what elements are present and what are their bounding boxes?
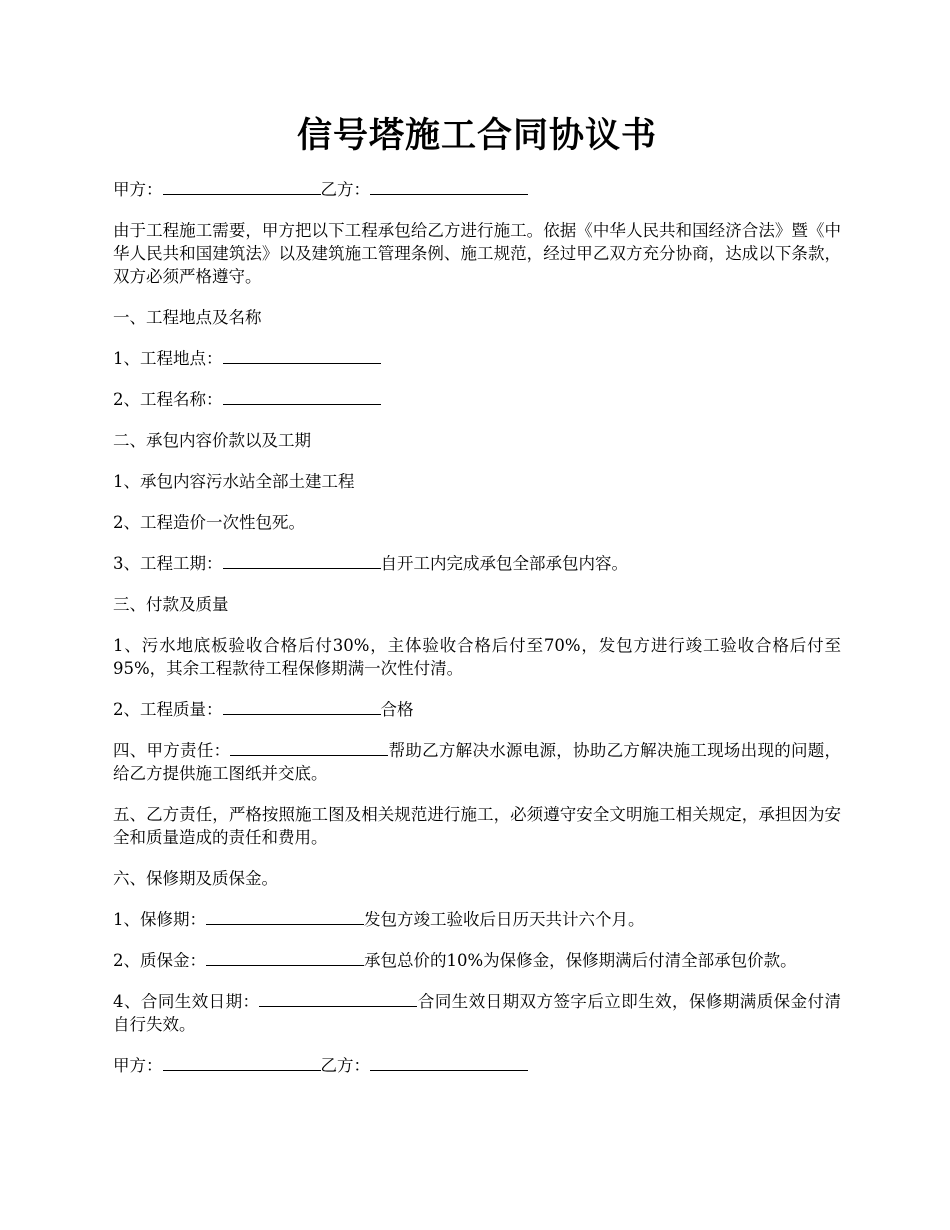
duration-blank [223, 552, 381, 569]
retention-label: 2、质保金： [113, 951, 206, 970]
section-1-item-1 [113, 347, 841, 370]
section-5: 五、乙方责任，严格按照施工图及相关规范进行施工，必须遵守安全文明施工相关规定，承担因为安全和质量造成的责任和费用。 [113, 805, 841, 847]
project-location-blank [223, 347, 381, 364]
project-location-label: 1、工程地点： [113, 349, 223, 368]
section-1-item-2 [113, 388, 841, 411]
section-3-item-2 [113, 698, 841, 721]
party-a-blank [163, 178, 321, 195]
section-6-item-4 [113, 990, 841, 1036]
effective-date-text: 合同生效日期双方签字后立即生效，保修期满质保金付清自行失效。 [113, 992, 841, 1034]
document-title: 信号塔施工合同协议书 [296, 115, 657, 156]
effective-date-blank [259, 990, 417, 1007]
party-a-duty-text: 帮助乙方解决水源电源，协助乙方解决施工现场出现的问题，给乙方提供施工图纸并交底。 [113, 741, 842, 783]
section-3-item-1: 1、污水地底板验收合格后付30%，主体验收合格后付至70%，发包方进行竣工验收合格后付至95%，其余工程款待工程保修期满一次性付清。 [113, 636, 841, 678]
parties-line-top [113, 178, 841, 201]
contract-page [113, 108, 841, 1095]
effective-date-label: 4、合同生效日期： [113, 992, 260, 1011]
section-6-item-2 [113, 949, 841, 972]
party-b-label: 乙方： [320, 180, 370, 199]
section-2-item-3 [113, 552, 841, 575]
retention-blank [206, 949, 364, 966]
section-2-item-1: 1、承包内容污水站全部土建工程 [113, 472, 355, 491]
section-6-heading: 六、保修期及质保金。 [113, 869, 278, 888]
party-a-label: 甲方： [113, 180, 163, 199]
warranty-text: 发包方竣工验收后日历天共计六个月。 [364, 910, 645, 929]
section-4 [113, 739, 841, 785]
section-3-heading: 三、付款及质量 [113, 595, 229, 614]
party-b-signature-label: 乙方： [320, 1056, 370, 1075]
project-name-blank [223, 388, 381, 405]
parties-line-bottom [113, 1054, 841, 1077]
section-6-item-1 [113, 908, 841, 931]
party-a-duty-label: 四、甲方责任： [113, 741, 231, 760]
retention-text: 承包总价的10%为保修金，保修期满后付清全部承包价款。 [364, 951, 797, 970]
quality-blank [223, 698, 381, 715]
quality-text: 合格 [380, 700, 414, 719]
project-name-label: 2、工程名称： [113, 390, 223, 409]
party-b-blank [370, 178, 528, 195]
duration-text: 自开工内完成承包全部承包内容。 [380, 554, 628, 573]
party-a-duty-blank [230, 739, 388, 756]
section-1-heading: 一、工程地点及名称 [113, 308, 262, 327]
party-a-signature-label: 甲方： [113, 1056, 163, 1075]
warranty-blank [206, 908, 364, 925]
party-a-signature-blank [163, 1054, 321, 1071]
intro-paragraph: 由于工程施工需要，甲方把以下工程承包给乙方进行施工。依据《中华人民共和国经济合法》暨《中华人民共和国建筑法》以及建筑施工管理条例、施工规范，经过甲乙双方充分协商，达成以下条款，双方必须严格遵守。 [113, 221, 841, 286]
duration-label: 3、工程工期： [113, 554, 223, 573]
party-b-signature-blank [370, 1054, 528, 1071]
section-2-item-2: 2、工程造价一次性包死。 [113, 513, 305, 532]
warranty-label: 1、保修期： [113, 910, 206, 929]
quality-label: 2、工程质量： [113, 700, 223, 719]
section-2-heading: 二、承包内容价款以及工期 [113, 431, 311, 450]
